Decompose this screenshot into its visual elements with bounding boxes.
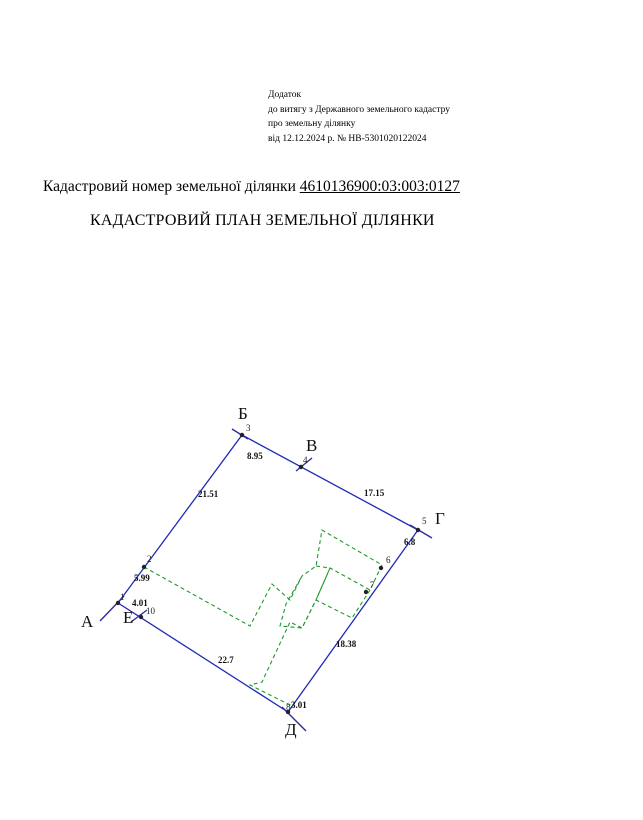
appendix-line-2: до витягу з Державного земельного кадастру [268,104,451,115]
vertex-5 [416,528,420,532]
page-title: КАДАСТРОВИЙ ПЛАН ЗЕМЕЛЬНОЇ ДІЛЯНКИ [90,212,435,229]
segment-label-7-8: 18.38 [336,639,357,649]
vertex-2 [142,565,146,569]
neighbor-label-e: Е [123,608,134,627]
point-label-3: 3 [246,423,251,433]
vertex-3 [240,433,244,437]
segment-label-2-3: 21.51 [198,489,219,499]
neighbor-label-a: А [81,612,94,631]
vertex-7 [364,590,368,594]
vertex-10 [139,615,143,619]
segment-label-1-2: 5.99 [134,573,150,583]
vertex-6 [379,566,383,570]
segment-label-1-10: 4.01 [132,598,148,608]
point-label-5: 5 [422,516,427,526]
appendix-line-3: про земельну ділянку [268,119,356,130]
point-label-10: 10 [146,606,155,616]
parcel-boundary [118,435,418,712]
appendix-line-1: Додаток [268,90,302,100]
segment-label-10-8: 22.7 [218,655,234,665]
building-outline [144,530,382,628]
point-label-4: 4 [303,455,308,465]
point-label-8: 8 [286,702,291,712]
point-label-2: 2 [147,554,152,564]
neighbor-label-b: Б [238,404,248,423]
segment-label-5-6: 6.8 [404,537,416,547]
vertex-4 [299,465,303,469]
appendix-line-4: від 12.12.2024 р. № НВ-5301020122024 [268,133,427,144]
cadastral-number-label: Кадастровий номер земельної ділянки [43,178,296,195]
point-label-6: 6 [386,555,391,565]
segment-label-3-4: 8.95 [247,451,263,461]
segment-label-8: 3.01 [291,700,307,710]
segment-label-4-5: 17.15 [364,488,385,498]
neighbor-label-g: Г [435,509,445,528]
cadastral-number-value: 4610136900:03:003:0127 [299,178,460,195]
building-outline-inner [316,566,330,600]
point-label-1: 1 [120,592,125,602]
neighbor-label-v: В [306,436,318,455]
neighbor-label-d: Д [285,720,297,739]
point-label-7: 7 [370,580,375,590]
